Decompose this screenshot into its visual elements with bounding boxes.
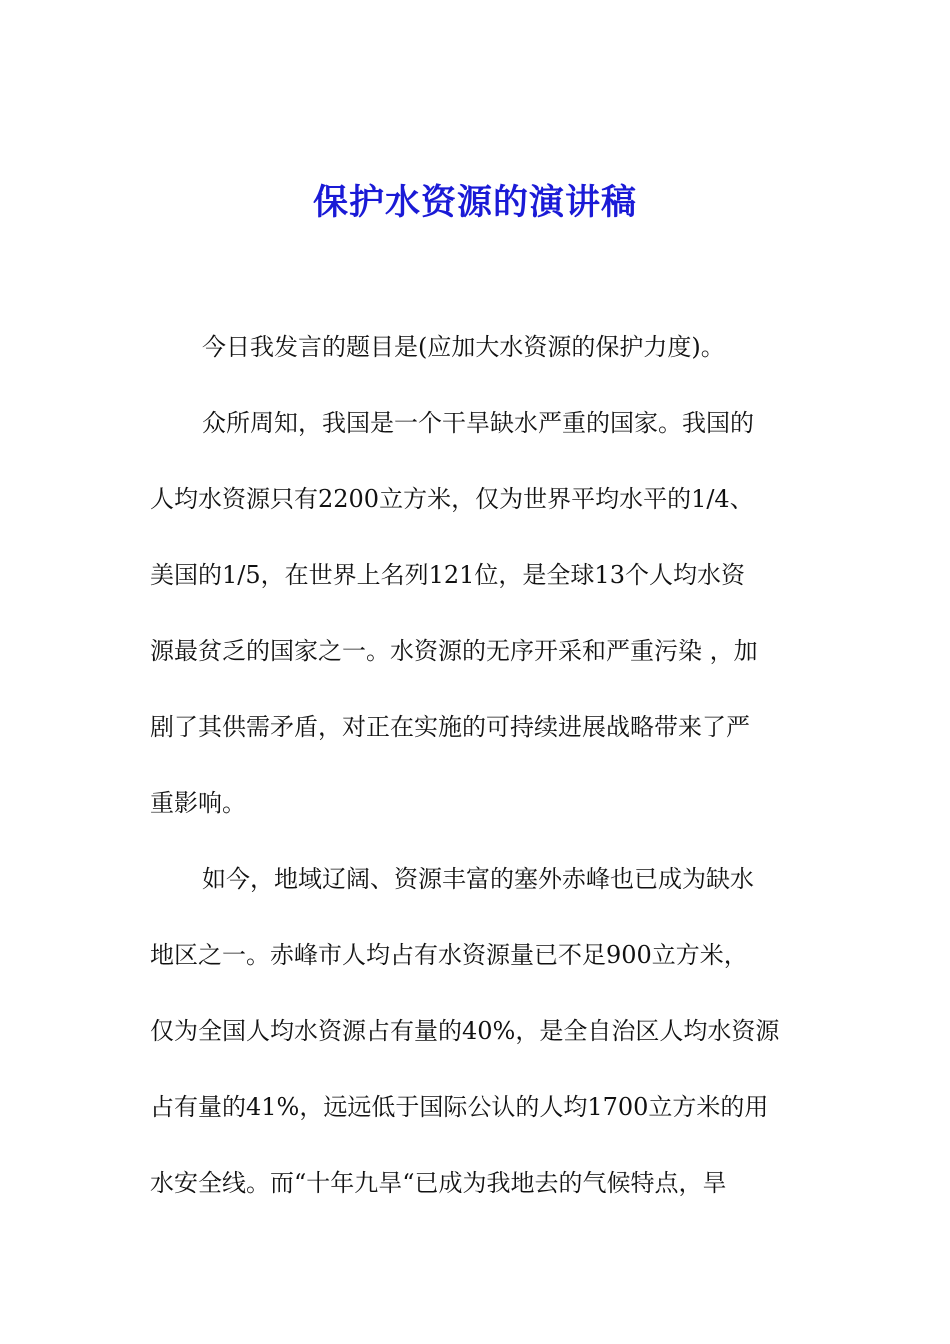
paragraph-2-line-6: 重影响。	[150, 789, 246, 817]
paragraph-3-line-4: 占有量的41%，远远低于国际公认的人均1700立方米的用	[150, 1093, 769, 1121]
paragraph-3-line-5: 水安全线。而“十年九旱“已成为我地去的气候特点，旱	[150, 1169, 727, 1197]
document-title: 保护水资源的演讲稿	[312, 182, 637, 223]
paragraph-2-line-1: 众所周知，我国是一个干旱缺水严重的国家。我国的	[202, 409, 754, 437]
paragraph-2-line-3: 美国的1/5，在世界上名列121位，是全球13个人均水资	[150, 561, 745, 589]
paragraph-3-line-1: 如今，地域辽阔、资源丰富的塞外赤峰也已成为缺水	[202, 865, 754, 893]
paragraph-2-line-4: 源最贫乏的国家之一。水资源的无序开采和严重污染 ，加	[150, 637, 758, 665]
paragraph-2-line-5: 剧了其供需矛盾，对正在实施的可持续进展战略带来了严	[150, 713, 750, 741]
paragraph-2-line-2: 人均水资源只有2200立方米，仅为世界平均水平的1/4、	[150, 485, 754, 513]
paragraph-3-line-3: 仅为全国人均水资源占有量的40%，是全自治区人均水资源	[150, 1017, 780, 1045]
paragraph-3-line-2: 地区之一。赤峰市人均占有水资源量已不足900立方米，	[150, 941, 748, 969]
paragraph-1-line-1: 今日我发言的题目是(应加大水资源的保护力度)。	[202, 333, 725, 361]
